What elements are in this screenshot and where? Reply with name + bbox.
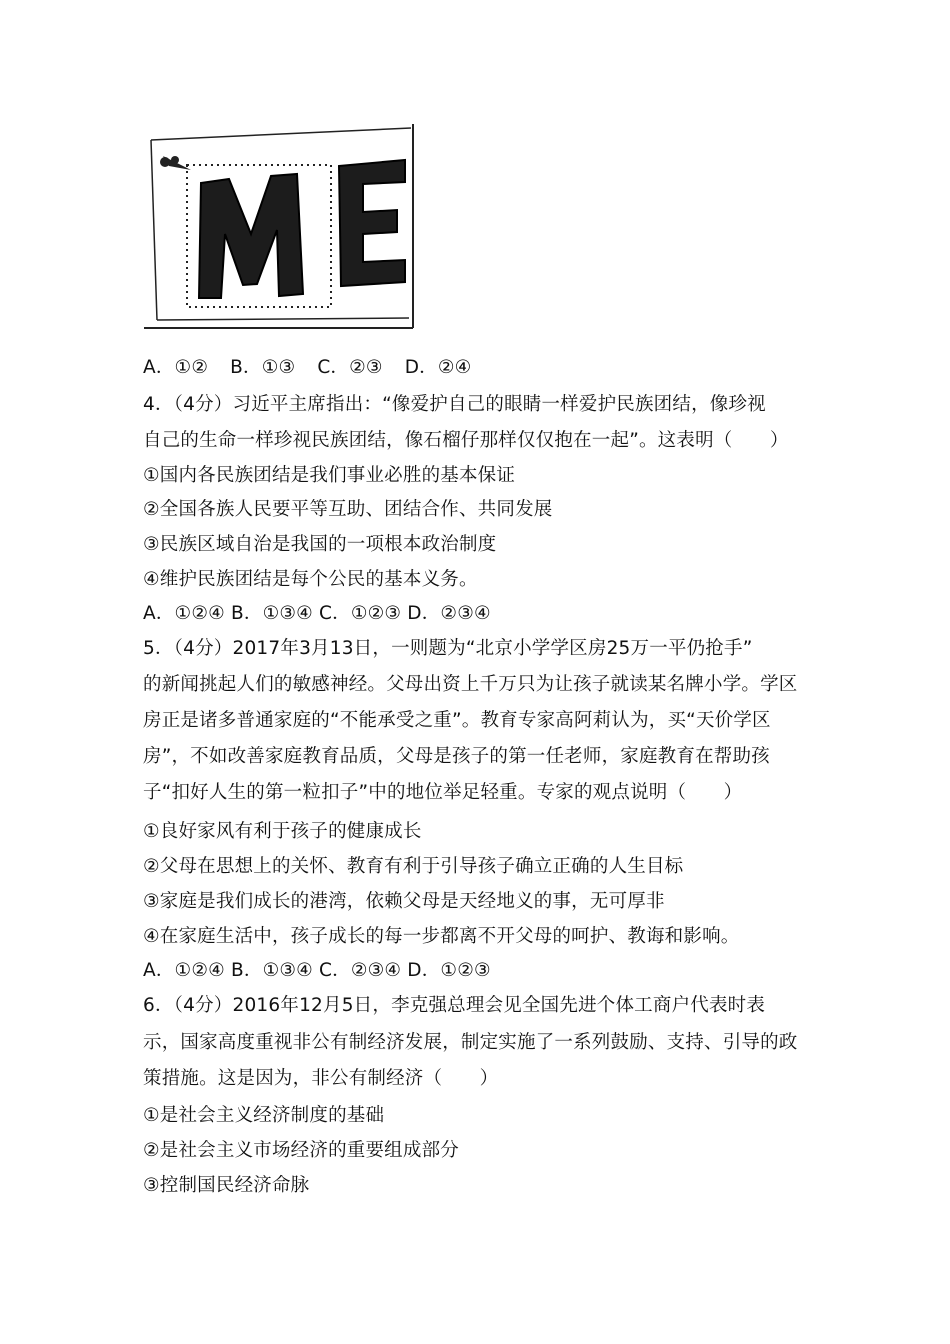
q4-item-2: ②全国各族人民要平等互助、团结合作、共同发展 (143, 499, 553, 520)
scissors-icon (160, 156, 191, 170)
q4-stem-line-2: 自己的生命一样珍视民族团结，像石榴仔那样仅仅抱在一起”。这表明（ ） (143, 430, 789, 451)
letter-m-shape (199, 174, 303, 298)
q5-item-1: ①良好家风有利于孩子的健康成长 (143, 821, 422, 842)
letter-e-shape (339, 160, 405, 286)
q5-stem-line-5: 子“扣好人生的第一粒扣子”中的地位举足轻重。专家的观点说明（ ） (143, 782, 743, 803)
q5-item-4: ④在家庭生活中，孩子成长的每一步都离不开父母的呵护、教诲和影响。 (143, 926, 740, 947)
q4-options[interactable]: A．①②④ B．①③④ C．①②③ D．②③④ (143, 603, 491, 624)
q6-stem-line-1: 6．（4分）2016年12月5日，李克强总理会见全国先进个体工商户代表时表 (143, 995, 766, 1016)
q3-option-d[interactable]: D．②④ (404, 357, 472, 378)
q6-item-3: ③控制国民经济命脉 (143, 1175, 310, 1196)
q4-item-3: ③民族区域自治是我国的一项根本政治制度 (143, 534, 497, 555)
q4-stem-line-1: 4．（4分）习近平主席指出：“像爱护自己的眼睛一样爱护民族团结，像珍视 (143, 394, 766, 415)
q5-stem-line-2: 的新闻挑起人们的敏感神经。父母出资上千万只为让孩子就读某名牌小学。学区 (143, 674, 798, 695)
q6-stem-line-3: 策措施。这是因为，非公有制经济（ ） (143, 1068, 499, 1089)
q5-stem-line-4: 房”，不如改善家庭教育品质，父母是孩子的第一任老师，家庭教育在帮助孩 (143, 746, 770, 767)
q5-stem-line-3: 房正是诸多普通家庭的“不能承受之重”。教育专家高阿莉认为，买“天价学区 (143, 710, 771, 731)
q6-stem-line-2: 示，国家高度重视非公有制经济发展，制定实施了一系列鼓励、支持、引导的政 (143, 1032, 798, 1053)
q5-item-2: ②父母在思想上的关怀、教育有利于引导孩子确立正确的人生目标 (143, 856, 684, 877)
q5-stem-line-1: 5．（4分）2017年3月13日，一则题为“北京小学学区房25万一平仍抢手” (143, 638, 753, 659)
me-logo-figure (143, 122, 417, 331)
q5-item-3: ③家庭是我们成长的港湾，依赖父母是天经地义的事，无可厚非 (143, 891, 665, 912)
q4-item-4: ④维护民族团结是每个公民的基本义务。 (143, 569, 478, 590)
q3-option-a[interactable]: A．①② (143, 357, 209, 378)
q3-option-c[interactable]: C．②③ (317, 357, 383, 378)
q3-option-b[interactable]: B．①③ (230, 357, 296, 378)
q3-options (143, 356, 493, 380)
q6-item-1: ①是社会主义经济制度的基础 (143, 1105, 385, 1126)
q6-item-2: ②是社会主义市场经济的重要组成部分 (143, 1140, 459, 1161)
q5-options[interactable]: A．①②④ B．①③④ C．②③④ D．①②③ (143, 960, 491, 981)
q4-item-1: ①国内各民族团结是我们事业必胜的基本保证 (143, 465, 516, 486)
